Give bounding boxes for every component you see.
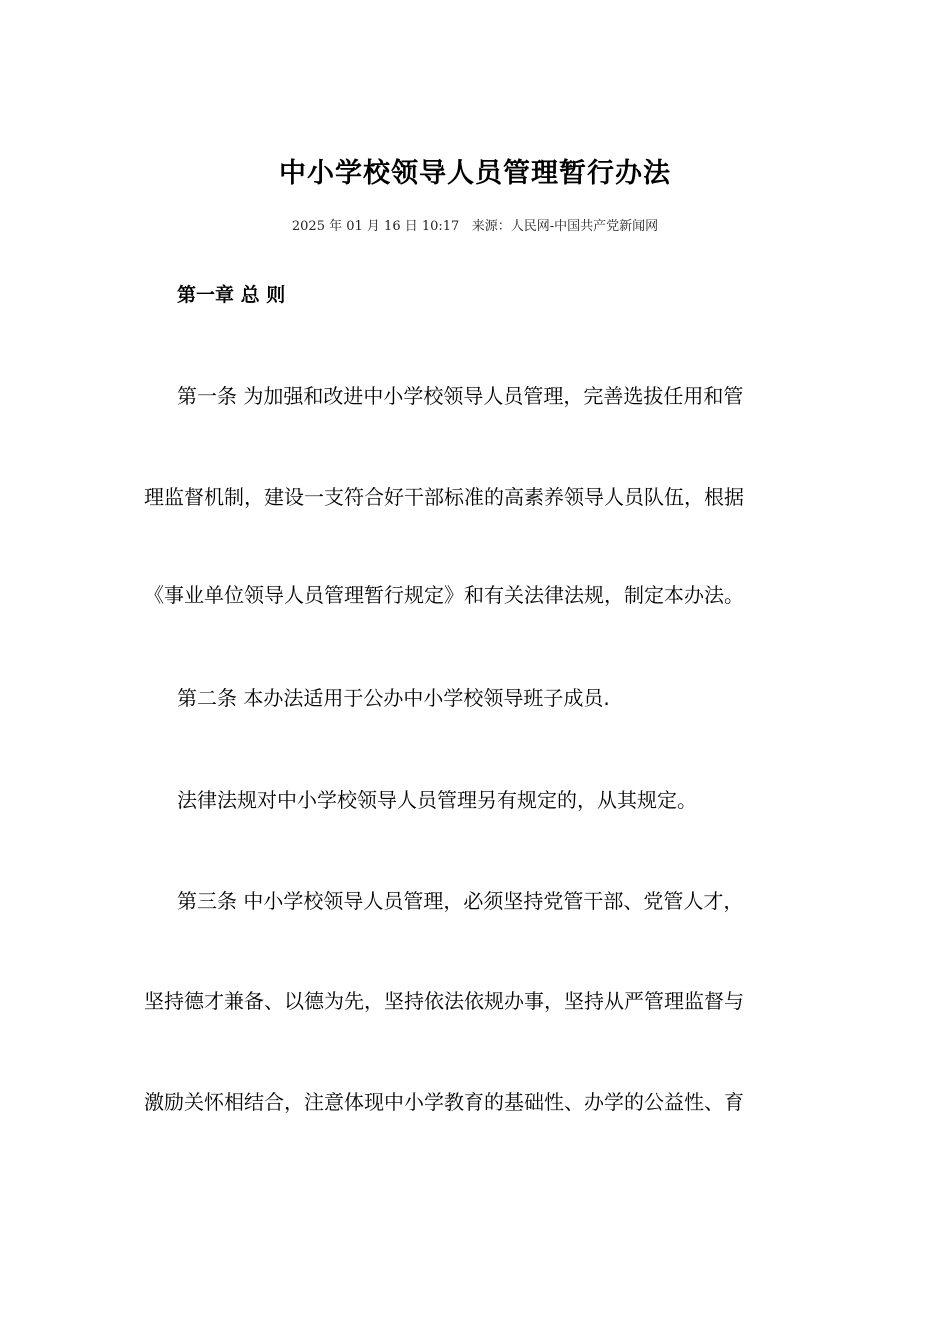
document-title: 中小学校领导人员管理暂行办法	[279, 158, 671, 189]
paragraph-line: 理监督机制，建设一支符合好干部标准的高素养领导人员队伍，根据	[144, 485, 744, 509]
paragraph-line: 坚持德才兼备、以德为先，坚持依法依规办事，坚持从严管理监督与	[144, 989, 744, 1013]
paragraph-line: 激励关怀相结合，注意体现中小学教育的基础性、办学的公益性、育	[144, 1090, 744, 1114]
chapter-heading: 第一章 总 则	[177, 284, 286, 306]
paragraph-line: 第二条 本办法适用于公办中小学校领导班子成员.	[177, 686, 610, 710]
paragraph-line: 《事业单位领导人员管理暂行规定》和有关法律法规，制定本办法。	[144, 583, 744, 607]
paragraph-line: 第一条 为加强和改进中小学校领导人员管理，完善选拔任用和管	[177, 384, 744, 408]
paragraph-line: 第三条 中小学校领导人员管理，必须坚持党管干部、党管人才，	[177, 889, 744, 913]
publish-meta: 2025 年 01 月 16 日 10:17 来源：人民网-中国共产党新闻网	[291, 219, 659, 234]
paragraph-line: 法律法规对中小学校领导人员管理另有规定的，从其规定。	[177, 788, 697, 812]
